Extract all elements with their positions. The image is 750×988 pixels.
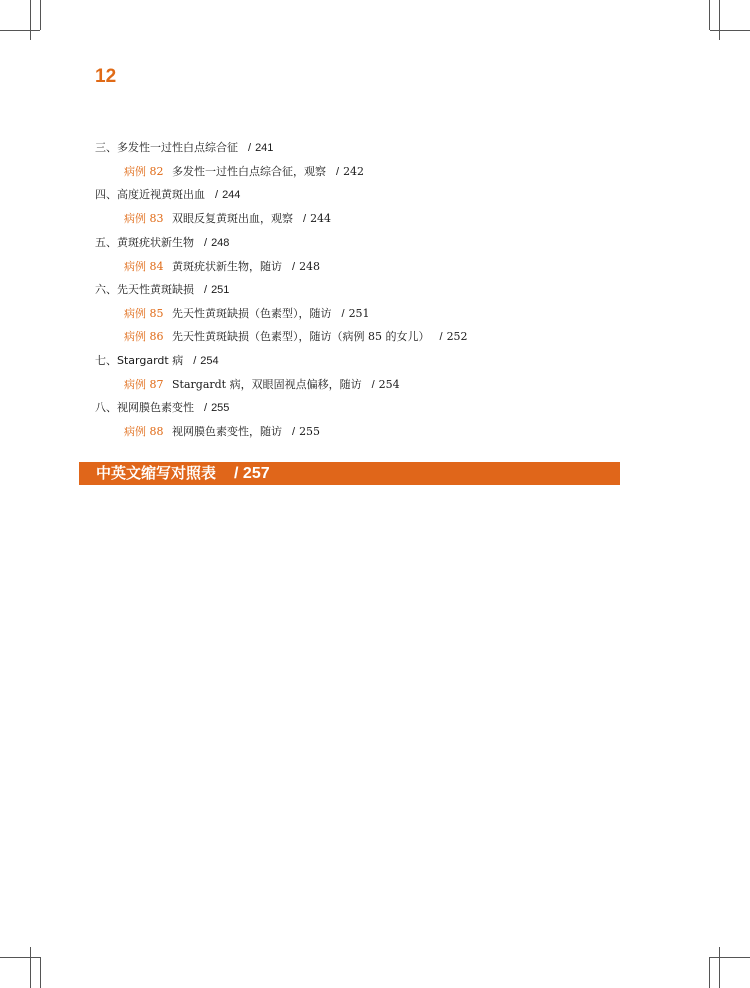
case-page: 252: [446, 330, 468, 343]
case-title: 先天性黄斑缺损（色素型），随访: [172, 307, 332, 320]
page-separator: /: [248, 142, 252, 154]
section-page: 244: [222, 189, 241, 201]
case-number: 病例 87: [124, 378, 164, 391]
case-number: 病例 85: [124, 307, 164, 320]
crop-mark: [0, 957, 40, 958]
case-title: Stargardt 病，双眼固视点偏移，随访: [172, 378, 362, 391]
toc-case[interactable]: [124, 376, 400, 394]
crop-mark: [40, 0, 41, 30]
page-separator: /: [234, 465, 239, 482]
case-title: 视网膜色素变性，随访: [172, 425, 282, 438]
page-separator: /: [204, 237, 208, 249]
crop-mark: [30, 947, 31, 988]
case-number: 病例 83: [124, 212, 164, 225]
crop-mark: [40, 957, 41, 988]
case-title: 多发性一过性白点综合征，观察: [172, 165, 326, 178]
crop-mark: [709, 0, 710, 30]
chapter-heading-bar[interactable]: [79, 462, 620, 485]
crop-mark: [719, 947, 720, 988]
toc-case[interactable]: [124, 305, 370, 323]
case-title: 先天性黄斑缺损（色素型），随访（病例 85 的女儿）: [172, 330, 430, 343]
chapter-page: 257: [242, 465, 270, 482]
section-label: 三、多发性一过性白点综合征: [95, 141, 238, 154]
case-number: 病例 86: [124, 330, 164, 343]
toc-section[interactable]: [95, 234, 229, 252]
case-page: 251: [348, 307, 370, 320]
section-page: 254: [200, 355, 219, 367]
section-page: 255: [211, 402, 230, 414]
page-separator: /: [371, 379, 375, 391]
page-number: 12: [95, 66, 117, 87]
page-separator: /: [215, 189, 219, 201]
toc-section[interactable]: [95, 281, 229, 299]
case-page: 244: [310, 212, 332, 225]
section-label: 四、高度近视黄斑出血: [95, 188, 205, 201]
section-page: 251: [211, 284, 230, 296]
chapter-page-separator: [234, 465, 270, 482]
case-number: 病例 82: [124, 165, 164, 178]
case-page: 242: [343, 165, 365, 178]
case-page: 255: [299, 425, 321, 438]
crop-mark: [710, 30, 750, 31]
section-page: 241: [255, 142, 274, 154]
toc-section[interactable]: [95, 399, 229, 417]
case-page: 254: [378, 378, 400, 391]
section-label: 七、Stargardt 病: [95, 354, 184, 367]
crop-mark: [710, 957, 750, 958]
toc-section[interactable]: [95, 186, 240, 204]
crop-mark: [0, 30, 40, 31]
page-separator: /: [292, 261, 296, 273]
chapter-title: 中英文缩写对照表: [96, 464, 217, 482]
toc-case[interactable]: [124, 258, 320, 276]
page-separator: /: [204, 284, 208, 296]
section-label: 五、黄斑疣状新生物: [95, 236, 194, 249]
page-separator: /: [336, 166, 340, 178]
crop-mark: [30, 0, 31, 40]
page-separator: /: [193, 355, 197, 367]
toc-case[interactable]: [124, 210, 331, 228]
section-page: 248: [211, 237, 230, 249]
toc-case[interactable]: [124, 423, 320, 441]
case-page: 248: [299, 260, 321, 273]
toc-case[interactable]: [124, 328, 468, 346]
page-separator: /: [292, 426, 296, 438]
toc-section[interactable]: [95, 139, 273, 157]
toc-section[interactable]: [95, 352, 219, 370]
page-separator: /: [439, 331, 443, 343]
toc-case[interactable]: [124, 163, 364, 181]
case-title: 黄斑疣状新生物，随访: [172, 260, 282, 273]
case-title: 双眼反复黄斑出血，观察: [172, 212, 293, 225]
section-label: 六、先天性黄斑缺损: [95, 283, 194, 296]
section-label: 八、视网膜色素变性: [95, 401, 194, 414]
page-separator: /: [303, 213, 307, 225]
crop-mark: [709, 957, 710, 988]
crop-mark: [719, 0, 720, 40]
case-number: 病例 84: [124, 260, 164, 273]
case-number: 病例 88: [124, 425, 164, 438]
page-separator: /: [204, 402, 208, 414]
page-separator: /: [341, 308, 345, 320]
